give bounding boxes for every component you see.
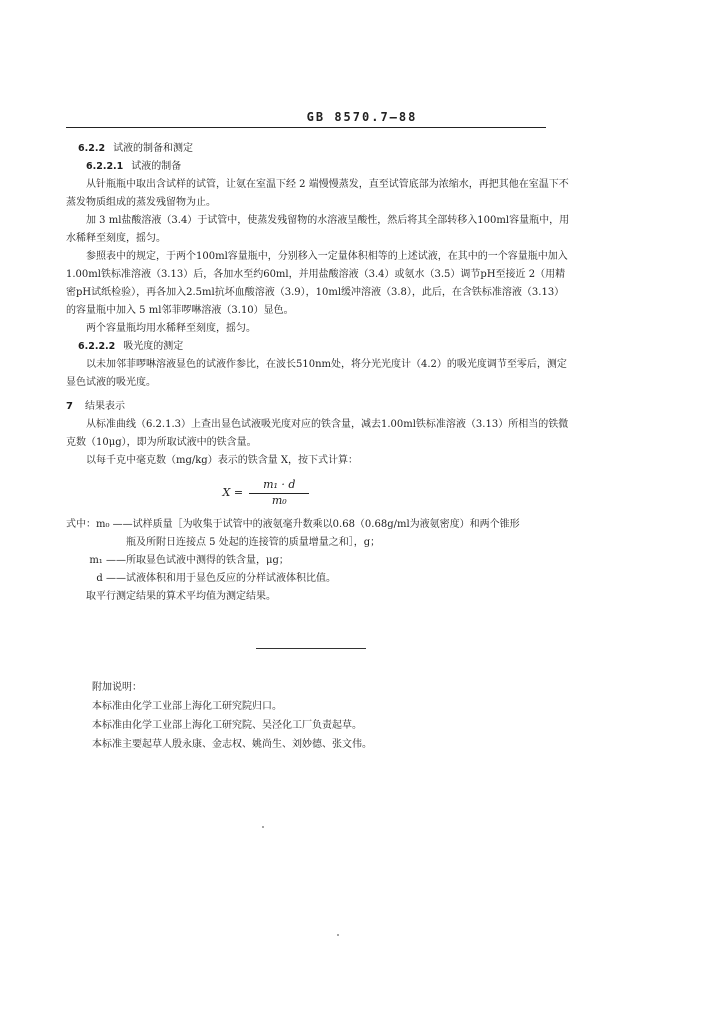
paragraph: 参照表中的规定，于两个100ml容量瓶中，分别移入一定量体积相等的上述试液，在其中的一个容量瓶中加入1.00ml铁标准溶液（3.13）后，各加水至约60ml，并用盐酸溶液（3.4）或氨水（3.5）调节pH至接近 2（用精密pH试纸检验），再各加入2.5ml抗坏血酸溶液（3.9），10ml缓冲溶液（3.8），此后，在含铁标准溶液（3.13）的容量瓶中加入 5 ml邻菲啰啉溶液（3.10）显色。 bbox=[66, 251, 568, 316]
where-text: 所取显色试液中测得的铁含量，μg； bbox=[126, 555, 289, 566]
where-text: 试样质量［为收集于试管中的液氨毫升数乘以0.68（0.68g/ml为液氨密度）和两个锥形 bbox=[132, 519, 520, 530]
scan-speck bbox=[337, 934, 339, 936]
where-text: 试液体积和用于显色反应的分样试液体积比值。 bbox=[126, 573, 336, 584]
heading-7 bbox=[66, 398, 570, 416]
scan-speck bbox=[262, 826, 264, 828]
section-divider bbox=[256, 648, 366, 649]
heading-number: 6.2.2.1 bbox=[86, 161, 124, 172]
paragraph: 加 3 ml盐酸溶液（3.4）于试管中，使蒸发残留物的水溶液呈酸性，然后将其全部转移入100ml容量瓶中，用水稀释至刻度，摇匀。 bbox=[66, 215, 570, 244]
heading-title: 试液的制备和测定 bbox=[113, 143, 194, 154]
where-text: 瓶及所附日连接点 5 处起的连接管的质量增量之和］，g； bbox=[126, 537, 381, 548]
additional-notes bbox=[92, 678, 512, 754]
where-label: 式中： bbox=[66, 519, 96, 530]
heading-title: 结果表示 bbox=[84, 401, 125, 412]
where-row bbox=[66, 516, 570, 534]
notes-line: 本标准由化学工业部上海化工研究院归口。 bbox=[92, 701, 282, 712]
heading-number: 6.2.2.2 bbox=[78, 341, 116, 352]
formula bbox=[166, 478, 366, 508]
paragraph: 以每千克中毫克数（mg/kg）表示的铁含量 X，按下式计算： bbox=[86, 455, 359, 466]
paragraph: 两个容量瓶均用水稀释至刻度，摇匀。 bbox=[86, 323, 256, 334]
formula-numerator: m₁ · d bbox=[249, 478, 309, 494]
notes-line: 本标准由化学工业部上海化工研究院、吴泾化工厂负责起草。 bbox=[92, 720, 362, 731]
where-symbol: d —— bbox=[96, 573, 126, 584]
page-header-standard-code: GB 8570.7—88 bbox=[306, 110, 418, 124]
heading-6-2-2 bbox=[66, 140, 570, 158]
where-symbol: m₀ —— bbox=[96, 519, 133, 530]
where-row bbox=[66, 570, 570, 588]
notes-line: 本标准主要起草人殷永康、金志权、姚尚生、刘妙德、张文伟。 bbox=[92, 739, 372, 750]
formula-denominator: m₀ bbox=[271, 494, 287, 507]
document-body bbox=[66, 140, 570, 606]
heading-number: 7 bbox=[66, 401, 73, 412]
where-row-continuation bbox=[66, 534, 570, 552]
heading-title: 吸光度的测定 bbox=[123, 341, 184, 352]
formula-lhs: X = bbox=[222, 486, 244, 499]
heading-number: 6.2.2 bbox=[78, 143, 106, 154]
where-symbol: m₁ —— bbox=[89, 555, 126, 566]
notes-title: 附加说明： bbox=[92, 682, 142, 693]
heading-6-2-2-1 bbox=[66, 158, 570, 176]
where-row bbox=[66, 552, 570, 570]
paragraph: 以未加邻菲啰啉溶液显色的试液作参比，在波长510nm处，将分光光度计（4.2）的吸光度调节至零后，测定显色试液的吸光度。 bbox=[66, 359, 567, 388]
heading-6-2-2-2 bbox=[66, 338, 570, 356]
paragraph: 从标准曲线（6.2.1.3）上查出显色试液吸光度对应的铁含量，减去1.00ml铁标准溶液（3.13）所相当的铁微克数（10μg），即为所取试液中的铁含量。 bbox=[66, 419, 569, 448]
header-rule bbox=[66, 127, 546, 128]
paragraph: 从针瓶瓶中取出含试样的试管，让氨在室温下经 2 端慢慢蒸发，直至试管底部为浓缩水，再把其他在室温下不蒸发物质组成的蒸发残留物为止。 bbox=[66, 179, 569, 208]
heading-title: 试液的制备 bbox=[131, 161, 182, 172]
formula-fraction bbox=[249, 478, 309, 508]
paragraph: 取平行测定结果的算术平均值为测定结果。 bbox=[86, 591, 276, 602]
where-list bbox=[66, 516, 570, 588]
